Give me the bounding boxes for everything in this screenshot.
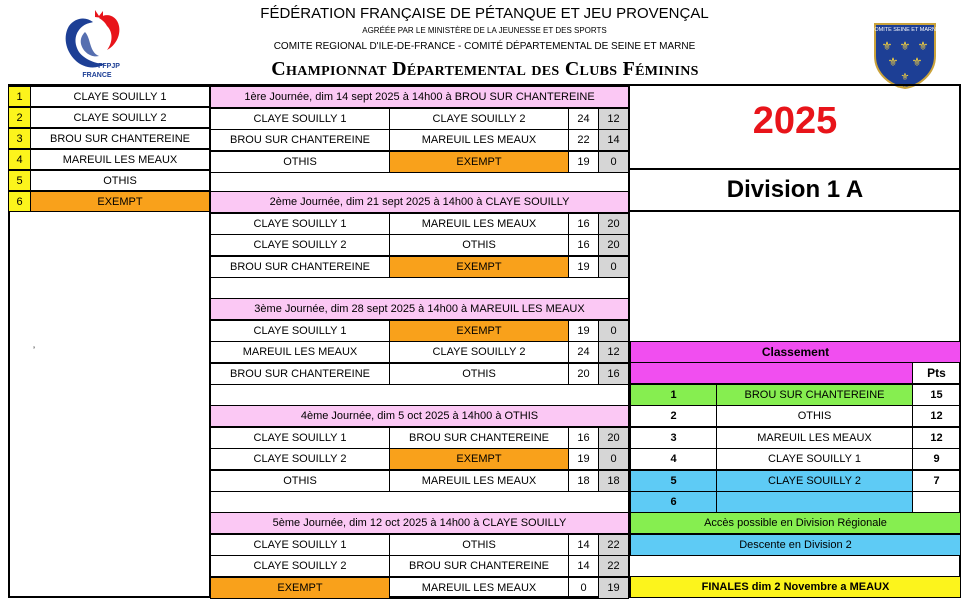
match-away-score: 22 bbox=[598, 534, 629, 556]
federation-name: FÉDÉRATION FRANÇAISE DE PÉTANQUE ET JEU PROVENÇAL bbox=[260, 5, 709, 22]
match-away-score: 14 bbox=[598, 129, 629, 151]
team-number: 4 bbox=[8, 149, 31, 170]
legend-relegation: Descente en Division 2 bbox=[630, 534, 961, 556]
match-home-score: 14 bbox=[568, 555, 599, 577]
committee-line: COMITE REGIONAL D'ILE-DE-FRANCE - COMITÉ DÉPARTEMENTAL DE SEINE ET MARNE bbox=[273, 41, 696, 52]
match-away-score: 0 bbox=[598, 151, 629, 173]
match-home-score: 24 bbox=[568, 341, 599, 363]
match-away-team: OTHIS bbox=[389, 234, 569, 256]
match-away-score: 12 bbox=[598, 341, 629, 363]
standings-team: CLAYE SOUILLY 1 bbox=[716, 448, 913, 470]
svg-text:⚜: ⚜ bbox=[911, 55, 923, 69]
standings-rank: 3 bbox=[630, 427, 717, 449]
crest-text: COMITE SEINE ET MARNE bbox=[873, 27, 937, 33]
match-away-score: 12 bbox=[598, 108, 629, 130]
match-home-team: CLAYE SOUILLY 1 bbox=[210, 213, 390, 235]
team-number: 1 bbox=[8, 86, 31, 107]
match-away-score: 16 bbox=[598, 363, 629, 385]
match-home-score: 22 bbox=[568, 129, 599, 151]
match-home-score: 19 bbox=[568, 256, 599, 278]
svg-text:⚜: ⚜ bbox=[900, 72, 910, 83]
team-name: MAREUIL LES MEAUX bbox=[30, 149, 210, 170]
team-name-exempt: EXEMPT bbox=[30, 191, 210, 212]
match-home-team: EXEMPT bbox=[210, 577, 390, 599]
match-home-score: 0 bbox=[568, 577, 599, 599]
match-home-team: BROU SUR CHANTEREINE bbox=[210, 256, 390, 278]
team-number: 2 bbox=[8, 107, 31, 128]
match-away-team: EXEMPT bbox=[389, 320, 569, 342]
ffpjp-logo bbox=[55, 8, 133, 80]
match-home-score: 19 bbox=[568, 151, 599, 173]
match-away-team: MAREUIL LES MEAUX bbox=[389, 577, 569, 599]
season-year: 2025 bbox=[752, 100, 838, 142]
svg-text:⚜: ⚜ bbox=[899, 39, 911, 53]
round-header: 3ème Journée, dim 28 sept 2025 à 14h00 à MAREUIL LES MEAUX bbox=[210, 298, 629, 320]
standings-points: 9 bbox=[912, 448, 961, 470]
match-home-team: CLAYE SOUILLY 1 bbox=[210, 108, 390, 130]
division-label: Division 1 A bbox=[726, 176, 864, 203]
match-away-score: 20 bbox=[598, 234, 629, 256]
match-home-team: OTHIS bbox=[210, 470, 390, 492]
match-home-team: BROU SUR CHANTEREINE bbox=[210, 363, 390, 385]
match-home-score: 16 bbox=[568, 427, 599, 449]
round-spacer bbox=[210, 277, 629, 299]
match-away-team: BROU SUR CHANTEREINE bbox=[389, 555, 569, 577]
svg-text:⚜: ⚜ bbox=[887, 55, 899, 69]
standings-subheader bbox=[630, 362, 913, 384]
match-away-score: 0 bbox=[598, 256, 629, 278]
page-title: Championnat Départemental des Clubs Féminins bbox=[271, 58, 699, 80]
standings-rank: 2 bbox=[630, 405, 717, 427]
match-home-team: CLAYE SOUILLY 2 bbox=[210, 555, 390, 577]
match-home-score: 16 bbox=[568, 213, 599, 235]
match-away-team: MAREUIL LES MEAUX bbox=[389, 470, 569, 492]
match-home-score: 19 bbox=[568, 320, 599, 342]
match-away-team: OTHIS bbox=[389, 534, 569, 556]
logo-country: FRANCE bbox=[82, 72, 112, 79]
match-away-team: MAREUIL LES MEAUX bbox=[389, 129, 569, 151]
standings-team: CLAYE SOUILLY 2 bbox=[716, 470, 913, 492]
match-away-team: OTHIS bbox=[389, 363, 569, 385]
standings-points bbox=[912, 491, 961, 513]
team-name: BROU SUR CHANTEREINE bbox=[30, 128, 210, 149]
finals-notice: FINALES dim 2 Novembre a MEAUX bbox=[630, 576, 961, 598]
standings-points: 12 bbox=[912, 405, 961, 427]
standings-rank: 6 bbox=[630, 491, 717, 513]
standings-rank: 5 bbox=[630, 470, 717, 492]
standings-title: Classement bbox=[630, 341, 961, 363]
match-away-score: 20 bbox=[598, 427, 629, 449]
match-away-team: CLAYE SOUILLY 2 bbox=[389, 108, 569, 130]
svg-text:⚜: ⚜ bbox=[881, 39, 893, 53]
match-home-team: CLAYE SOUILLY 2 bbox=[210, 234, 390, 256]
match-away-score: 19 bbox=[598, 577, 629, 599]
match-home-team: BROU SUR CHANTEREINE bbox=[210, 129, 390, 151]
match-away-team: MAREUIL LES MEAUX bbox=[389, 213, 569, 235]
match-away-score: 22 bbox=[598, 555, 629, 577]
round-header: 4ème Journée, dim 5 oct 2025 à 14h00 à OTHIS bbox=[210, 405, 629, 427]
match-away-team: EXEMPT bbox=[389, 151, 569, 173]
stray-mark: ’ bbox=[33, 345, 35, 355]
round-spacer bbox=[210, 491, 629, 513]
round-spacer bbox=[210, 384, 629, 406]
standings-points: 12 bbox=[912, 427, 961, 449]
match-home-team: CLAYE SOUILLY 1 bbox=[210, 320, 390, 342]
match-home-score: 20 bbox=[568, 363, 599, 385]
match-home-score: 24 bbox=[568, 108, 599, 130]
match-away-team: EXEMPT bbox=[389, 256, 569, 278]
match-away-team: CLAYE SOUILLY 2 bbox=[389, 341, 569, 363]
match-away-score: 0 bbox=[598, 320, 629, 342]
match-home-team: MAREUIL LES MEAUX bbox=[210, 341, 390, 363]
match-away-score: 0 bbox=[598, 448, 629, 470]
match-home-team: CLAYE SOUILLY 2 bbox=[210, 448, 390, 470]
division-box bbox=[630, 168, 961, 212]
legend-promotion: Accès possible en Division Régionale bbox=[630, 512, 961, 534]
match-home-score: 14 bbox=[568, 534, 599, 556]
logo-text: FFPJP bbox=[98, 63, 120, 70]
match-home-team: CLAYE SOUILLY 1 bbox=[210, 534, 390, 556]
match-away-team: BROU SUR CHANTEREINE bbox=[389, 427, 569, 449]
team-number: 5 bbox=[8, 170, 31, 191]
round-header: 1ère Journée, dim 14 sept 2025 à 14h00 à BROU SUR CHANTEREINE bbox=[210, 86, 629, 108]
agreement-line: AGRÉÉE PAR LE MINISTÈRE DE LA JEUNESSE ET DES SPORTS bbox=[362, 26, 607, 35]
crest-bottom: FFPJP bbox=[897, 84, 913, 90]
standings-points: 7 bbox=[912, 470, 961, 492]
match-home-team: CLAYE SOUILLY 1 bbox=[210, 427, 390, 449]
match-home-score: 18 bbox=[568, 470, 599, 492]
team-number: 3 bbox=[8, 128, 31, 149]
team-number: 6 bbox=[8, 191, 31, 212]
match-home-team: OTHIS bbox=[210, 151, 390, 173]
svg-text:⚜: ⚜ bbox=[917, 39, 929, 53]
standings-rank: 4 bbox=[630, 448, 717, 470]
match-away-score: 20 bbox=[598, 213, 629, 235]
standings-team bbox=[716, 491, 913, 513]
team-name: CLAYE SOUILLY 2 bbox=[30, 107, 210, 128]
standings-team: BROU SUR CHANTEREINE bbox=[716, 384, 913, 406]
seine-et-marne-crest bbox=[873, 22, 937, 90]
team-name: CLAYE SOUILLY 1 bbox=[30, 86, 210, 107]
match-home-score: 16 bbox=[568, 234, 599, 256]
round-header: 5ème Journée, dim 12 oct 2025 à 14h00 à CLAYE SOUILLY bbox=[210, 512, 629, 534]
team-name: OTHIS bbox=[30, 170, 210, 191]
standings-team: OTHIS bbox=[716, 405, 913, 427]
pts-header: Pts bbox=[912, 362, 961, 384]
round-header: 2ème Journée, dim 21 sept 2025 à 14h00 à CLAYE SOUILLY bbox=[210, 191, 629, 213]
standings-rank: 1 bbox=[630, 384, 717, 406]
standings-points: 15 bbox=[912, 384, 961, 406]
standings-team: MAREUIL LES MEAUX bbox=[716, 427, 913, 449]
match-away-score: 18 bbox=[598, 470, 629, 492]
match-home-score: 19 bbox=[568, 448, 599, 470]
match-away-team: EXEMPT bbox=[389, 448, 569, 470]
